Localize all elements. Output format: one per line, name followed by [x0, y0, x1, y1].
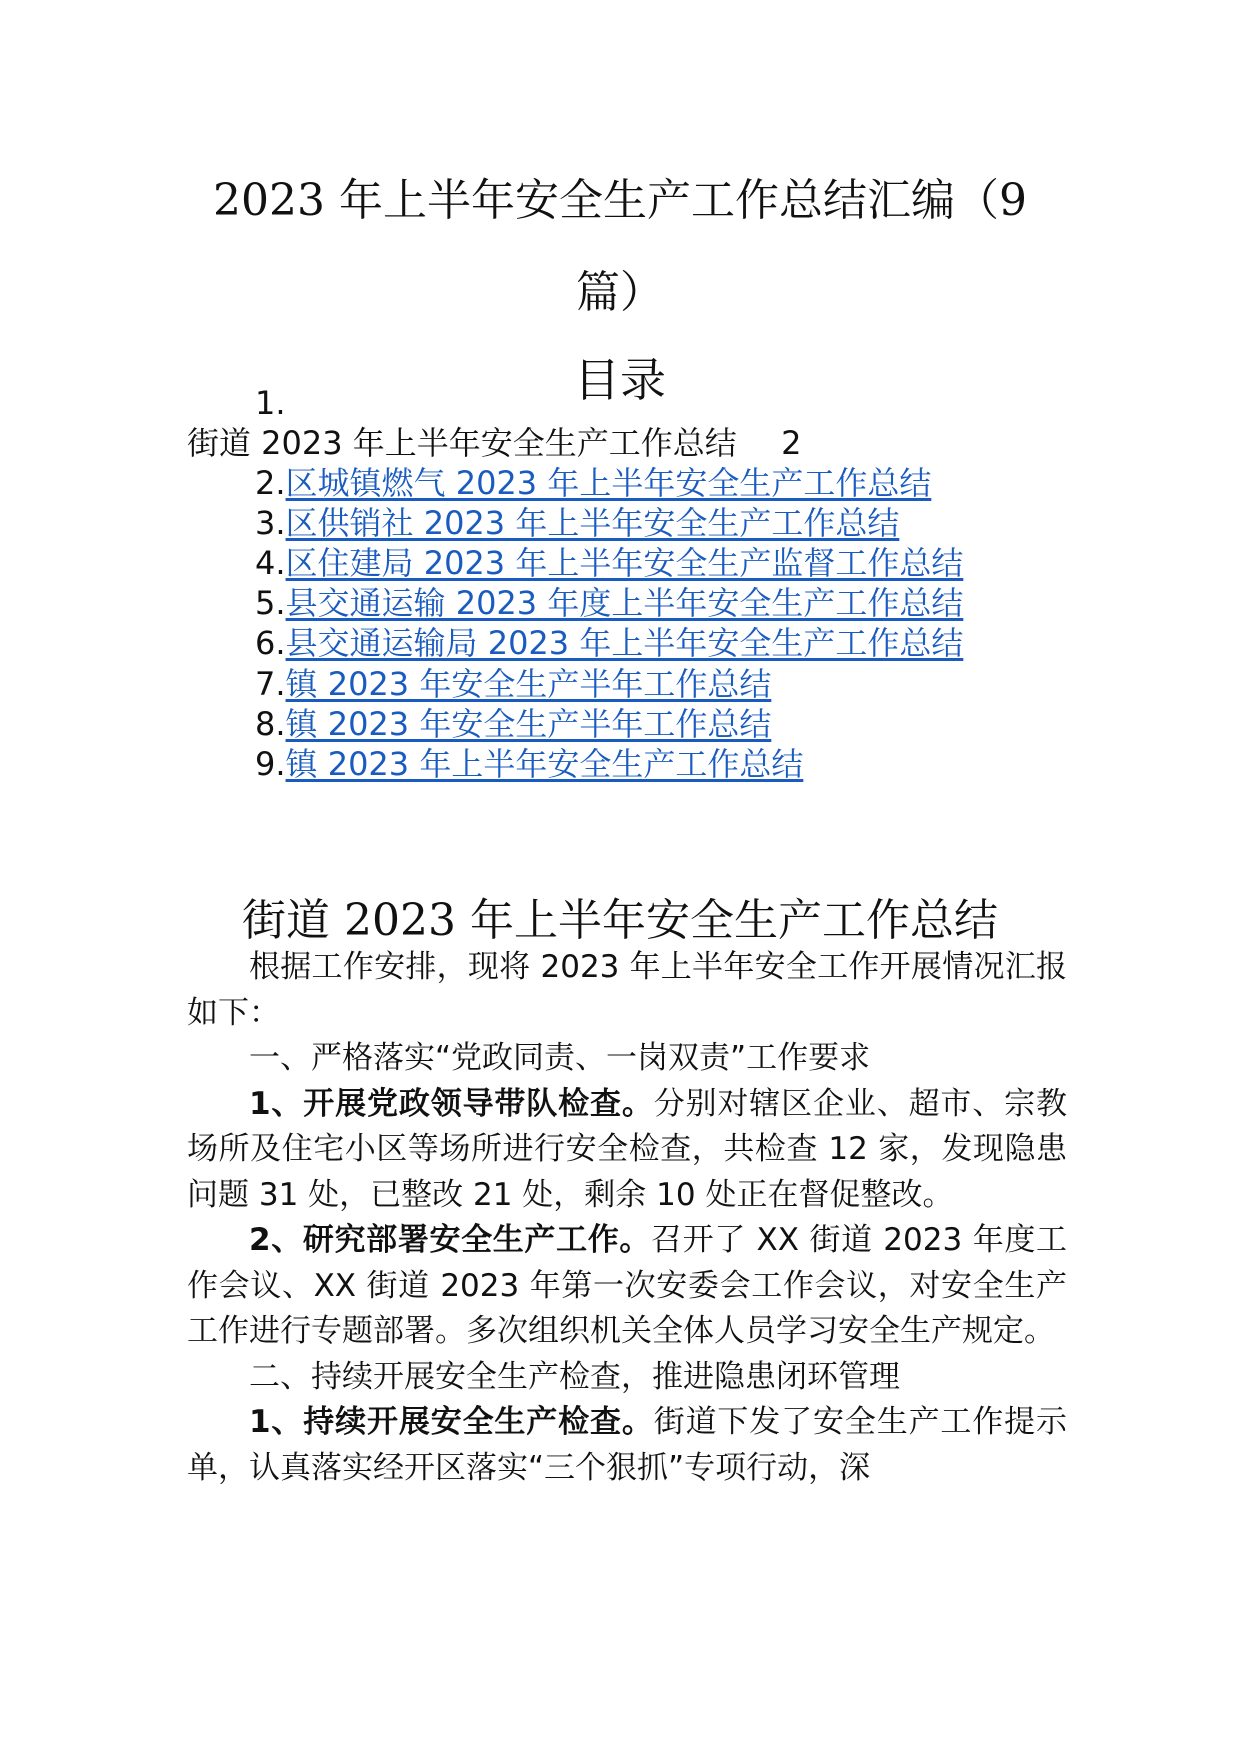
- toc-number: 5.: [255, 584, 286, 622]
- toc-item-1-text[interactable]: 街道 2023 年上半年安全生产工作总结: [187, 424, 737, 462]
- toc-item-3[interactable]: [255, 502, 899, 544]
- toc-item-5[interactable]: [255, 582, 963, 624]
- section-heading-1: 一、严格落实“党政同责、一岗双责”工作要求: [249, 1040, 871, 1076]
- toc-link[interactable]: 镇 2023 年上半年安全生产工作总结: [285, 745, 804, 783]
- document-title-line-2: 篇）: [576, 267, 664, 318]
- paragraph-3-text: 街道下发了安全生产工作提示单，认真落实经开区落实“三个狠抓”专项行动，深: [187, 1404, 1067, 1486]
- toc-number: 3.: [255, 504, 286, 542]
- paragraph-3: [187, 1400, 1067, 1491]
- toc-item-1[interactable]: [187, 422, 802, 464]
- toc-heading: 目录: [574, 353, 666, 407]
- toc-item-9[interactable]: [255, 743, 803, 785]
- paragraph-2-lead: 2、研究部署安全生产工作。: [249, 1222, 652, 1258]
- article-body: [187, 945, 1067, 1491]
- toc-number: 8.: [255, 705, 286, 743]
- toc-number: 1.: [255, 384, 286, 422]
- toc-link[interactable]: 镇 2023 年安全生产半年工作总结: [285, 705, 772, 743]
- toc-link[interactable]: 区供销社 2023 年上半年安全生产工作总结: [285, 504, 900, 542]
- section-heading-2: 二、持续开展安全生产检查，推进隐患闭环管理: [249, 1358, 900, 1395]
- toc-item-2[interactable]: [255, 462, 931, 504]
- toc-number: 6.: [255, 624, 286, 662]
- toc-link[interactable]: 区住建局 2023 年上半年安全生产监督工作总结: [285, 544, 964, 582]
- toc-number: 4.: [255, 544, 286, 582]
- toc-number: 7.: [255, 665, 286, 703]
- paragraph-2: [187, 1218, 1067, 1355]
- intro-paragraph: 根据工作安排，现将 2023 年上半年安全工作开展情况汇报如下：: [187, 949, 1067, 1031]
- paragraph-1: [187, 1082, 1067, 1219]
- toc-number: 9.: [255, 745, 286, 783]
- article-title: 街道 2023 年上半年安全生产工作总结: [242, 895, 998, 946]
- toc-item-6[interactable]: [255, 622, 963, 664]
- toc-number: 2.: [255, 464, 286, 502]
- paragraph-1-lead: 1、开展党政领导带队检查。: [249, 1085, 654, 1122]
- paragraph-1-text: 分别对辖区企业、超市、宗教场所及住宅小区等场所进行安全检查，共检查 12 家，发现隐患问题 31 处，已整改 21 处，剩余 10 处正在督促整改。: [187, 1085, 1067, 1213]
- paragraph-3-lead: 1、持续开展安全生产检查。: [249, 1404, 654, 1440]
- toc-item-8[interactable]: [255, 703, 771, 745]
- document-title-line-1: 2023 年上半年安全生产工作总结汇编（9: [213, 175, 1027, 226]
- toc-item-1-number: [255, 382, 286, 424]
- toc-item-1-page: 2: [781, 424, 802, 462]
- toc-item-4[interactable]: [255, 542, 963, 584]
- toc-link[interactable]: 县交通运输 2023 年度上半年安全生产工作总结: [285, 584, 964, 622]
- paragraph-2-text: 召开了 XX 街道 2023 年度工作会议、XX 街道 2023 年第一次安委会工作会议，对安全生产工作进行专题部署。多次组织机关全体人员学习安全生产规定。: [187, 1222, 1067, 1349]
- toc-link[interactable]: 镇 2023 年安全生产半年工作总结: [285, 665, 772, 703]
- toc-item-7[interactable]: [255, 663, 771, 705]
- toc-link[interactable]: 县交通运输局 2023 年上半年安全生产工作总结: [285, 624, 964, 662]
- toc-link[interactable]: 区城镇燃气 2023 年上半年安全生产工作总结: [285, 464, 932, 502]
